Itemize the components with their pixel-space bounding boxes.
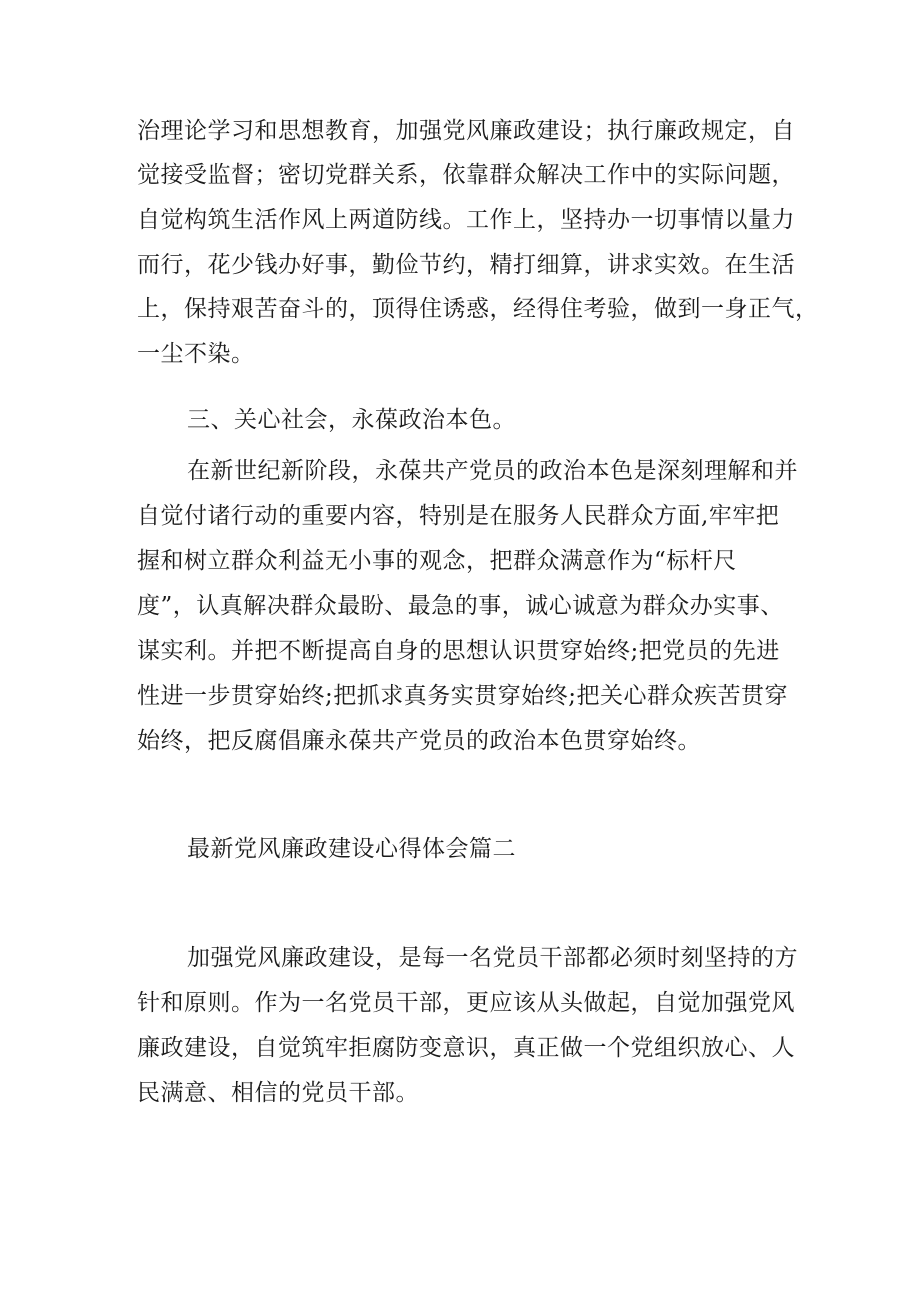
paragraph-2-line-4: 度”，认真解决群众最盼、最急的事，诚心诚意为群众办实事、 <box>137 593 784 619</box>
paragraph-1-line-5: 上，保持艰苦奋斗的，顶得住诱惑，经得住考验，做到一身正气， <box>137 296 819 322</box>
paragraph-2-line-2: 自觉付诸行动的重要内容，特别是在服务人民群众方面,牢牢把 <box>137 503 780 529</box>
article-title: 最新党风廉政建设心得体会篇二 <box>187 836 516 862</box>
paragraph-1-line-2: 觉接受监督；密切党群关系，依靠群众解决工作中的实际问题， <box>137 162 795 188</box>
paragraph-1-line-6: 一尘不染。 <box>137 341 255 367</box>
paragraph-1-line-4: 而行，花少钱办好事，勤俭节约，精打细算，讲求实效。在生活 <box>137 252 795 278</box>
paragraph-2-line-7: 始终，把反腐倡廉永葆共产党员的政治本色贯穿始终。 <box>137 728 701 754</box>
paragraph-3-line-1: 加强党风廉政建设，是每一名党员干部都必须时刻坚持的方 <box>187 945 798 971</box>
paragraph-2-line-5: 谋实利。并把不断提高自身的思想认识贯穿始终;把党员的先进 <box>137 638 780 664</box>
paragraph-1-line-1: 治理论学习和思想教育，加强党风廉政建设；执行廉政规定，自 <box>137 118 795 144</box>
paragraph-3-line-4: 民满意、相信的党员干部。 <box>137 1080 419 1106</box>
paragraph-2-line-6: 性进一步贯穿始终;把抓求真务实贯穿始终;把关心群众疾苦贯穿 <box>137 683 788 709</box>
paragraph-2-line-1: 在新世纪新阶段，永葆共产党员的政治本色是深刻理解和并 <box>187 458 798 484</box>
paragraph-3-line-3: 廉政建设，自觉筑牢拒腐防变意识，真正做一个党组织放心、人 <box>137 1035 795 1061</box>
paragraph-2-line-3: 握和树立群众利益无小事的观念，把群众满意作为“标杆尺 <box>137 548 737 574</box>
paragraph-3-line-2: 针和原则。作为一名党员干部，更应该从头做起，自觉加强党风 <box>137 990 795 1016</box>
section-heading: 三、关心社会，永葆政治本色。 <box>187 407 516 433</box>
paragraph-1-line-3: 自觉构筑生活作风上两道防线。工作上，坚持办一切事情以量力 <box>137 207 795 233</box>
